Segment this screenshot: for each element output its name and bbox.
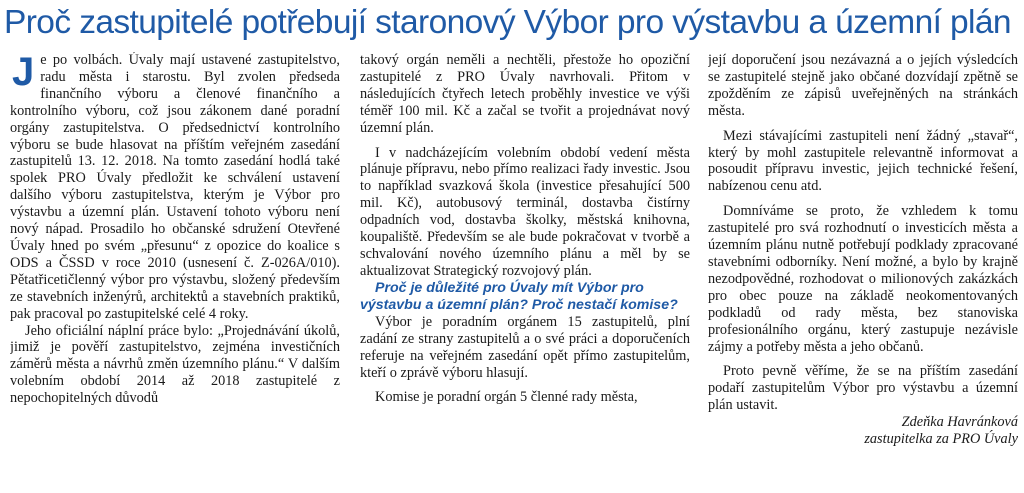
drop-cap: J bbox=[12, 52, 35, 94]
subheading: Proč je důležité pro Úvaly mít Výbor pro výstavbu a územní plán? Proč nestačí komise? bbox=[360, 279, 678, 313]
author-role: zastupitelka za PRO Úvaly bbox=[864, 431, 1018, 448]
paragraph-text: e po volbách. Úvaly mají ustavené zastupitelstvo, radu města i starostu. Byl zvolen předseda finančního výboru a členové finančního a kontrolního výboru, což jsou zákonem dané poradní orgány zastupitelstva. O předsednictví kontrolního výboru se bude hlasovat na příštím veřejném zasedání zastupitelů 13. 12. 2018. Na tomto zasedání hodlá také spolek PRO Úvaly předložit ke schválení ustavení dalšího výboru zastupitelstva, kterým je Výbor pro výstavbu a územní plán. Ustavení tohoto výboru není nový nápad. Prosadilo ho občanské sdružení Otevřené Úvaly hned po svém „přesunu“ z opozice do koalice s ODS a ČSSD v roce 2010 (usnesení č. Z-026A/010). Pětatřicetičlenný výbor pro výstavbu, složený především ze stavebních inženýrů, architektů a stavebních praktiků, pak pracoval po zastupitelské celé 4 roky. bbox=[10, 52, 340, 322]
article-column-3 bbox=[708, 52, 1018, 490]
paragraph: takový orgán neměli a nechtěli, přestože ho opoziční zastupitelé z PRO Úvaly navrhovali. Přitom v následujících čtyřech letech proběhly investice ve výši téměř 100 mil. Kč a začal se tvořit a projednávat nový územní plán. bbox=[360, 52, 690, 136]
paragraph: Výbor je poradním orgánem 15 zastupitelů, plní zadání ze strany zastupitelů a o své práci a doporučeních referuje na veřejném zasedání opět přímo zastupitelům, kteří o zprávě výboru hlasují. bbox=[360, 313, 690, 381]
paragraph: I v nadcházejícím volebním období vedení města plánuje přípravu, nebo přímo realizaci řady investic. Jsou to například svazková škola (investice přesahující 500 mil. Kč), autobusový terminál, dostavba čistírny odpadních vod, dostavba školky, městská knihovna, koupaliště. Především se ale bude pokračovat v tvorbě a schvalování nového územního plánu a měl by se aktualizovat Strategický rozvojový plán. bbox=[360, 144, 690, 279]
author-signature bbox=[708, 414, 1018, 448]
paragraph: Komise je poradní orgán 5 členné rady města, bbox=[375, 389, 638, 406]
paragraph: Jeho oficiální náplní práce bylo: „Projednávání úkolů, jimiž je pověří zastupitelstvo, zejména investičních záměrů města a návrhů změn územního plánu.“ V dalším volebním období 2014 až 2018 zastupitelé z nepochopitelných důvodů bbox=[10, 322, 340, 407]
paragraph bbox=[10, 52, 340, 323]
paragraph: Domníváme se proto, že vzhledem k tomu zastupitelé pro svá rozhodnutí o investicích města a územním plánu nutně potřebují podklady zpracované stavebními odborníky. Není možné, a bylo by krajně nezodpovědné, rozhodovat o milionových zakázkách pro obec pouze na základě neokomentovaných podkladů od rady města, bez stanoviska profesionálního orgánu, který zastupuje nezávisle zájmy a potřeby města a jeho občanů. bbox=[708, 203, 1018, 355]
author-name: Zdeňka Havránková bbox=[901, 414, 1018, 431]
article-title: Proč zastupitelé potřebují staronový Výbor pro výstavbu a územní plán bbox=[4, 4, 1011, 41]
paragraph: Mezi stávajícími zastupiteli není žádný „stavař“, který by mohl zastupitele relevantně informovat a posoudit přípravu investic, jejich technické řešení, nabízenou cenu atd. bbox=[708, 127, 1018, 195]
paragraph: Proto pevně věříme, že se na příštím zasedání podaří zastupitelům Výbor pro výstavbu a územní plán ustavit. bbox=[708, 363, 1018, 414]
paragraph: její doporučení jsou nezávazná a o jejích výsledcích se zastupitelé stejně jako občané dozvídají zpětně se zpožděním ze zápisů uveřejněných na stránkách města. bbox=[708, 52, 1018, 119]
article-column-1 bbox=[10, 52, 340, 490]
article-column-2 bbox=[360, 52, 690, 490]
